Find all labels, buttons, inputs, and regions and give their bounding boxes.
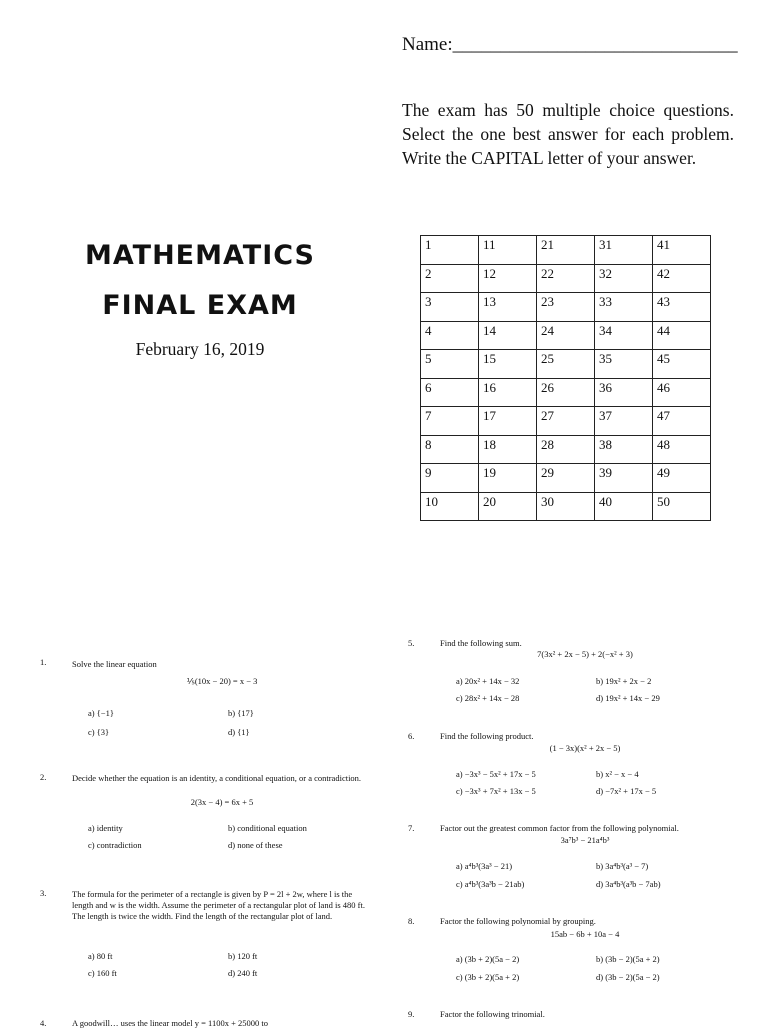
name-field[interactable]: Name:______________________________ bbox=[402, 34, 738, 55]
question-number: 8. bbox=[408, 916, 415, 926]
answer-cell[interactable]: 24 bbox=[537, 321, 595, 350]
answer-option[interactable]: a) a⁴b³(3a³ − 21) bbox=[456, 861, 513, 871]
answer-cell[interactable]: 2 bbox=[421, 264, 479, 293]
answer-option[interactable]: d) 240 ft bbox=[228, 968, 258, 978]
question-text: A goodwill… uses the linear model y = 1100x + 25000 to bbox=[72, 1018, 269, 1028]
answer-grid-row bbox=[421, 378, 711, 407]
answer-cell[interactable]: 8 bbox=[421, 435, 479, 464]
answer-option[interactable]: b) 19x² + 2x − 2 bbox=[596, 676, 652, 686]
question-number: 2. bbox=[40, 772, 47, 782]
answer-cell[interactable]: 11 bbox=[479, 236, 537, 265]
answer-option[interactable]: b) x² − x − 4 bbox=[596, 769, 639, 779]
answer-cell[interactable]: 19 bbox=[479, 464, 537, 493]
answer-cell[interactable]: 9 bbox=[421, 464, 479, 493]
answer-cell[interactable]: 39 bbox=[595, 464, 653, 493]
question-number: 9. bbox=[408, 1009, 415, 1019]
answer-cell[interactable]: 45 bbox=[653, 350, 711, 379]
answer-cell[interactable]: 46 bbox=[653, 378, 711, 407]
answer-option[interactable]: b) 120 ft bbox=[228, 951, 258, 961]
answer-option[interactable]: c) 28x² + 14x − 28 bbox=[456, 693, 520, 703]
answer-option[interactable]: d) 19x² + 14x − 29 bbox=[596, 693, 660, 703]
exam-title-line1: MATHEMATICS bbox=[84, 240, 316, 271]
answer-cell[interactable]: 12 bbox=[479, 264, 537, 293]
answer-cell[interactable]: 1 bbox=[421, 236, 479, 265]
question-equation: 15ab − 6b + 10a − 4 bbox=[550, 929, 620, 939]
question-equation: (1 − 3x)(x² + 2x − 5) bbox=[549, 743, 621, 753]
answer-option[interactable]: a) −3x³ − 5x² + 17x − 5 bbox=[456, 769, 536, 779]
answer-grid-row bbox=[421, 293, 711, 322]
answer-cell[interactable]: 23 bbox=[537, 293, 595, 322]
answer-option[interactable]: a) 20x² + 14x − 32 bbox=[456, 676, 520, 686]
answer-option[interactable]: c) (3b + 2)(5a + 2) bbox=[456, 972, 520, 982]
answer-grid-row bbox=[421, 492, 711, 521]
answer-grid-row bbox=[421, 321, 711, 350]
answer-cell[interactable]: 26 bbox=[537, 378, 595, 407]
answer-option[interactable]: c) {3} bbox=[88, 727, 110, 737]
answer-cell[interactable]: 33 bbox=[595, 293, 653, 322]
answer-cell[interactable]: 43 bbox=[653, 293, 711, 322]
answer-cell[interactable]: 40 bbox=[595, 492, 653, 521]
answer-option[interactable]: d) {1} bbox=[228, 727, 250, 737]
answer-option[interactable]: c) −3x³ + 7x² + 13x − 5 bbox=[456, 786, 536, 796]
answer-grid-row bbox=[421, 435, 711, 464]
answer-option[interactable]: a) 80 ft bbox=[88, 951, 113, 961]
answer-cell[interactable]: 17 bbox=[479, 407, 537, 436]
answer-grid bbox=[420, 235, 711, 521]
question-number: 3. bbox=[40, 888, 47, 898]
answer-option[interactable]: b) {17} bbox=[228, 708, 254, 718]
answer-option[interactable]: c) 160 ft bbox=[88, 968, 117, 978]
answer-cell[interactable]: 10 bbox=[421, 492, 479, 521]
question-text: The formula for the perimeter of a rectangle is given by P = 2l + 2w, where l is the length and w is the width. Assume the perimeter of a rectangular plot of land is 480 ft. The length is twice the width. Find the length of the rectangular plot of land. bbox=[72, 889, 365, 921]
answer-option[interactable]: b) (3b − 2)(5a + 2) bbox=[596, 954, 660, 964]
answer-option[interactable]: c) contradiction bbox=[88, 840, 142, 850]
question-text: Solve the linear equation bbox=[72, 659, 157, 669]
answer-cell[interactable]: 44 bbox=[653, 321, 711, 350]
answer-cell[interactable]: 27 bbox=[537, 407, 595, 436]
answer-cell[interactable]: 36 bbox=[595, 378, 653, 407]
answer-option[interactable]: a) (3b + 2)(5a − 2) bbox=[456, 954, 520, 964]
answer-cell[interactable]: 25 bbox=[537, 350, 595, 379]
answer-cell[interactable]: 48 bbox=[653, 435, 711, 464]
exam-instructions: The exam has 50 multiple choice questions. Select the one best answer for each problem. Write the CAPITAL letter of your answer. bbox=[402, 100, 734, 168]
answer-cell[interactable]: 20 bbox=[479, 492, 537, 521]
answer-cell[interactable]: 15 bbox=[479, 350, 537, 379]
answer-option[interactable]: b) conditional equation bbox=[228, 823, 307, 833]
question-number: 6. bbox=[408, 731, 415, 741]
answer-option[interactable]: d) 3a⁴b³(a³b − 7ab) bbox=[596, 879, 661, 889]
answer-option[interactable]: d) −7x² + 17x − 5 bbox=[596, 786, 657, 796]
answer-option[interactable]: a) {−1} bbox=[88, 708, 114, 718]
answer-cell[interactable]: 5 bbox=[421, 350, 479, 379]
answer-cell[interactable]: 21 bbox=[537, 236, 595, 265]
question-text: Find the following product. bbox=[440, 731, 534, 741]
question-equation: ⅕(10x − 20) = x − 3 bbox=[186, 676, 258, 686]
answer-cell[interactable]: 7 bbox=[421, 407, 479, 436]
answer-option[interactable]: b) 3a⁴b³(a³ − 7) bbox=[596, 861, 649, 871]
question-text: Factor the following polynomial by grouping. bbox=[440, 916, 596, 926]
answer-grid-row bbox=[421, 264, 711, 293]
answer-cell[interactable]: 50 bbox=[653, 492, 711, 521]
answer-cell[interactable]: 29 bbox=[537, 464, 595, 493]
answer-cell[interactable]: 35 bbox=[595, 350, 653, 379]
exam-title-line2: FINAL EXAM bbox=[102, 290, 298, 321]
answer-cell[interactable]: 18 bbox=[479, 435, 537, 464]
answer-cell[interactable]: 3 bbox=[421, 293, 479, 322]
question-equation: 7(3x² + 2x − 5) + 2(−x² + 3) bbox=[537, 649, 633, 659]
answer-cell[interactable]: 37 bbox=[595, 407, 653, 436]
answer-cell[interactable]: 14 bbox=[479, 321, 537, 350]
answer-grid-row bbox=[421, 236, 711, 265]
answer-cell[interactable]: 30 bbox=[537, 492, 595, 521]
answer-cell[interactable]: 4 bbox=[421, 321, 479, 350]
exam-date: February 16, 2019 bbox=[135, 339, 265, 359]
answer-option[interactable]: c) a⁴b³(3a³b − 21ab) bbox=[456, 879, 525, 889]
answer-option[interactable]: a) identity bbox=[88, 823, 123, 833]
answer-cell[interactable]: 31 bbox=[595, 236, 653, 265]
answer-grid-row bbox=[421, 464, 711, 493]
question-text: Factor out the greatest common factor from the following polynomial. bbox=[440, 823, 679, 833]
answer-cell[interactable]: 42 bbox=[653, 264, 711, 293]
question-number: 5. bbox=[408, 638, 415, 648]
answer-grid-row bbox=[421, 350, 711, 379]
answer-cell[interactable]: 38 bbox=[595, 435, 653, 464]
question-text: Find the following sum. bbox=[440, 638, 522, 648]
answer-cell[interactable]: 22 bbox=[537, 264, 595, 293]
answer-cell[interactable]: 16 bbox=[479, 378, 537, 407]
answer-cell[interactable]: 6 bbox=[421, 378, 479, 407]
question-text: Factor the following trinomial. bbox=[440, 1009, 545, 1019]
answer-cell[interactable]: 28 bbox=[537, 435, 595, 464]
question-text: Decide whether the equation is an identity, a conditional equation, or a contradiction. bbox=[72, 773, 362, 783]
question-equation: 3a⁷b³ − 21a⁴b³ bbox=[560, 835, 610, 845]
answer-cell[interactable]: 13 bbox=[479, 293, 537, 322]
answer-grid-row bbox=[421, 407, 711, 436]
answer-cell[interactable]: 49 bbox=[653, 464, 711, 493]
answer-option[interactable]: d) none of these bbox=[228, 840, 283, 850]
answer-cell[interactable]: 47 bbox=[653, 407, 711, 436]
question-number: 1. bbox=[40, 657, 47, 667]
question-number: 4. bbox=[40, 1018, 47, 1028]
question-equation: 2(3x − 4) = 6x + 5 bbox=[190, 797, 254, 807]
answer-cell[interactable]: 34 bbox=[595, 321, 653, 350]
question-number: 7. bbox=[408, 823, 415, 833]
answer-cell[interactable]: 41 bbox=[653, 236, 711, 265]
answer-cell[interactable]: 32 bbox=[595, 264, 653, 293]
answer-option[interactable]: d) (3b − 2)(5a − 2) bbox=[596, 972, 660, 982]
